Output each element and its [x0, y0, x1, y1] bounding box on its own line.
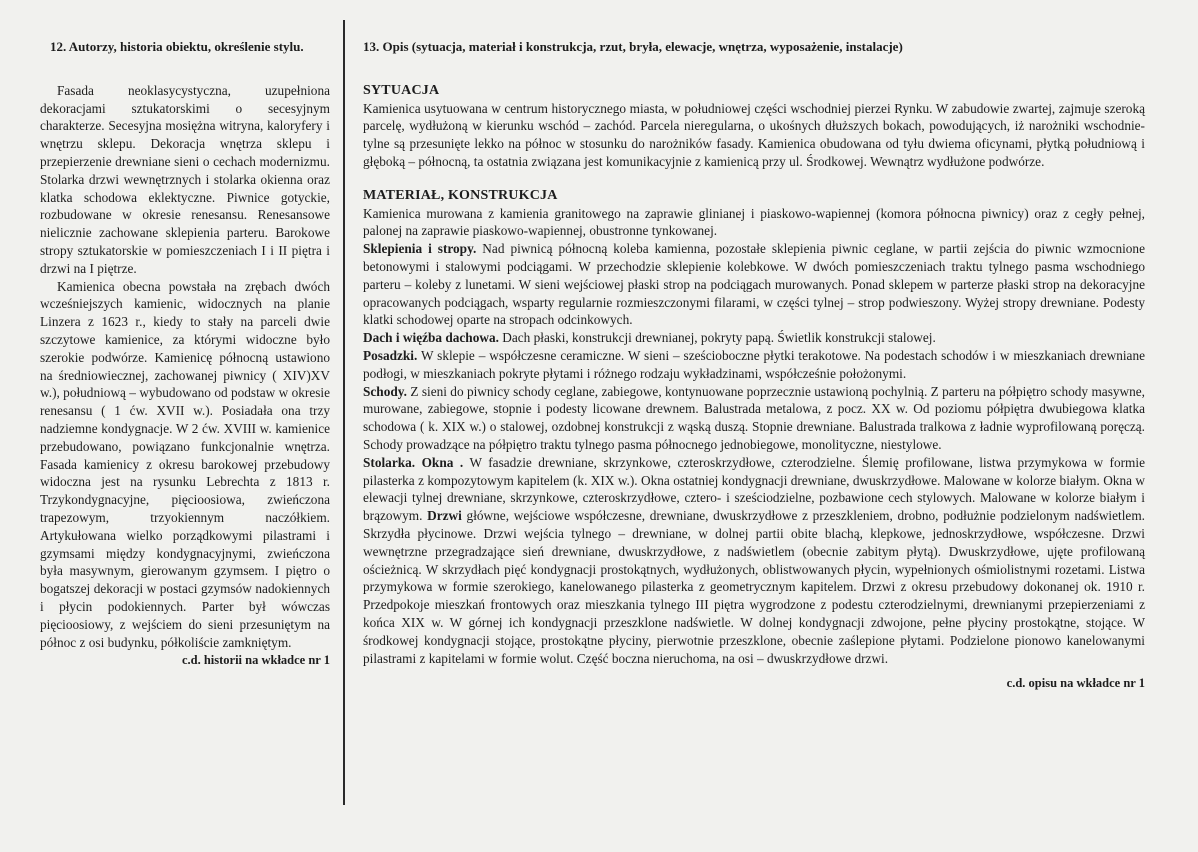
posadzki-text: W sklepie – współczesne ceramiczne. W sieni – sześcioboczne płytki terakotowe. Na podestach schodów i w mieszkaniach drewniane podłogi, w mieszkaniach pokryte płytami i różnego rodzaju wykładzinami, współcześnie położonymi. — [363, 347, 1145, 381]
sklepienia-paragraph — [363, 240, 1145, 329]
history-paragraph-style: Fasada neoklasycystyczna, uzupełniona dekoracjami sztukatorskimi o secesyjnym charakterze. Secesyjna mosiężna witryna, kaloryfery i wnętrzu sklepu. Dekoracja wnętrza sklepu i przepierzenie drewniane sieni o cechach modernizmu. Stolarka drzwi wewnętrznych i stolarka okienna oraz klatka schodowa eklektyczne. Piwnice gotyckie, rozbudowane w okresie renesansu. Renesansowe nielicznie zachowane sklepienia parteru. Barokowe stropy sztukatorskie w pomieszczeniach I i II piętra i drzwi na I piętrze. — [40, 82, 330, 276]
sklepienia-text: Nad piwnicą północną koleba kamienna, pozostałe sklepienia piwnic ceglane, w partii zejścia do piwnic wzmocnione betonowymi i stalowymi podciągami. W przechodzie sklepienie kolebkowe. W dwóch pomieszczeniach traktu tylnego pasma wschodniego parteru – koleby z lunetami. W sieni wejściowej płaski strop na podciągach murowanych. Ponad sklepem w parterze płaski strop na dekoracyjne opracowanych podciągach, wsparty regularnie rozmieszczonymi filarami, w części tylnej – strop podwieszony. Wyżej stropy drewniane. Podesty klatki schodowej oparte na stropach odcinkowych. — [363, 241, 1145, 328]
posadzki-paragraph — [363, 347, 1145, 383]
history-column — [40, 38, 330, 670]
section-title-sytuacja: SYTUACJA — [363, 82, 440, 98]
drzwi-label: Drzwi — [427, 508, 462, 524]
history-paragraph-history: Kamienica obecna powstała na zrębach dwóch wcześniejszych kamienic, widocznych na planie Linzera z 1623 r., kiedy to stały na parceli dwie szczytowe kamienice, za którymi widoczne było szerokie podwórze. Kamienicę północną ustawiono na średniowiecznej, zachowanej piwnicy ( XIV)XV w.), południową – wybudowano od podstaw w okresie renesansu ( 1 ćw. XVII w.). Posiadała ona trzy nadziemne kondygnacje. W 2 ćw. XVIII w. kamienice przebudowano, powiązano funkcjonalnie wnętrza. Fasada kamienicy z okresu barokowej przebudowy widoczna jest na rysunku Lebrechta z 1813 r. Trzykondygnacyjne, pięcioosiowa, zwieńczona trapezowym, trzyokiennym naczółkiem. Artykułowana wielko porządkowymi pilastrami i gzymsami między kondygnacyjnymi, zwieńczona była masywnym, gierowanym gzymsem. I piętro o bogatszej dekoracji w postaci gzymsów nadokiennych i płycin podokiennych. Parter był wówczas pięcioosiowy, z wejściem do sieni przesuniętym na północ z osi budynku, półkoliście zamkniętym. — [40, 278, 330, 650]
stolarka-label: Stolarka. Okna . — [363, 454, 464, 470]
dach-text: Dach płaski, konstrukcji drewnianej, pokryty papą. Świetlik konstrukcji stalowej. — [498, 330, 936, 346]
drzwi-text: główne, wejściowe współczesne, drewniane, dwuskrzydłowe z przeszkleniem, drobno, podłużnie podzielonym nadświetlem. Skrzydła płycinowe. Drzwi wejścia tylnego – drewniane, w dolnej partii obite blachą, klepkowe, jednoskrzydłowe, współczesne. Drzwi wewnętrzne przegradzające sień drewniane, dwuskrzydłowe, z nadświetlem (obecnie zabitym płytą). Dwuskrzydłowe, ujęte profilowaną ościeżnicą. W skrzydłach pięć kondygnacji prostokątnych, wydłużonych, oblistwowanych płycin, wypełnionych ośmiolistnymi rozetami. Listwa przymykowa w formie szerokiego, kanelowanego pilasterka z geometrycznym kapitelem. Drzwi z okresu przebudowy dokonanej ok. 1910 r. Przedpokoje mieszkań frontowych oraz mieszkania tylnego III piętra wygrodzone z podestu czterodzielnymi, drewnianymi przepierzeniami z końca XIX w. W górnej ich kondygnacji przeszklone nadświetle. W dolnej kondygnacji zdwojone, pełne płyciny prostokątne, stojące. W środkowej kondygnacji stojące, prostokątne płyciny, pierwotnie przeszklone, obecnie zaślepione płytami. Podzielone pionowo kanelowanymi pilastrami z kapitelami w formie wolut. Część boczna nieruchoma, na osi – dwuskrzydłowe drzwi. — [363, 508, 1145, 666]
description-column — [363, 38, 1145, 693]
column-divider — [343, 20, 345, 805]
dach-label: Dach i więźba dachowa. — [363, 330, 499, 346]
description-heading: 13. Opis (sytuacja, materiał i konstrukcja, rzut, bryła, elewacje, wnętrza, wyposażenie, instalacje) — [363, 39, 903, 54]
description-continued-note: c.d. opisu na wkładce nr 1 — [1006, 676, 1145, 691]
history-heading: 12. Autorzy, historia obiektu, określenie stylu. — [50, 39, 304, 54]
material-text: Kamienica murowana z kamienia granitowego na zaprawie glinianej i piaskowo-wapiennej (komora północna piwnicy) oraz z cegły pełnej, palonej na zaprawie piaskowo-wapiennej, obustronne tynkowanej. — [363, 205, 1145, 239]
dach-paragraph — [363, 329, 1145, 347]
schody-label: Schody. — [363, 383, 407, 399]
schody-text: Z sieni do piwnicy schody ceglane, zabiegowe, kontynuowane poprzecznie ustawioną pochylnią. Z parteru na półpiętro schody masywne, murowane, zabiegowe, stopnie i podesty licowane drewnem. Balustrada metalowa, z pocz. XX w. Od poziomu półpiętra dwubiegowa klatka schodowa ( k. XIX w.) o stalowej, ozdobnej konstrukcji z wąską duszą. Stopnie drewniane. Balustrada tralkowa z ładnie wyprofilowaną poręczą. Schody prowadzące na półpiętro traktu tylnego pasma północnego jednobiegowe, monolityczne, niestylowe. — [363, 383, 1145, 452]
stolarka-text: W fasadzie drewniane, skrzynkowe, czteroskrzydłowe, czterodzielne. Ślemię profilowane, listwa przymykowa w formie pilasterka z kompozytowym kapitelem (k. XIX w.). Okna ostatniej kondygnacji drewniane, dwuskrzydłowe. Malowane w kolorze białym. Okna w elewacji tylnej drewniane, skrzynkowe, czteroskrzydłowe, cztero- i sześciodzielne, pozbawione cech stylowych. Malowane w kolorze białym i brązowym. — [363, 454, 1145, 524]
section-title-material: MATERIAŁ, KONSTRUKCJA — [363, 187, 558, 203]
schody-paragraph — [363, 383, 1145, 454]
posadzki-label: Posadzki. — [363, 347, 418, 363]
stolarka-paragraph — [363, 454, 1145, 668]
history-continued-note: c.d. historii na wkładce nr 1 — [181, 653, 330, 668]
sklepienia-label: Sklepienia i stropy. — [363, 241, 477, 257]
sytuacja-text: Kamienica usytuowana w centrum historycznego miasta, w południowej części wschodniej pierzei Rynku. W zabudowie zwartej, zajmuje szeroką parcelę, wydłużoną w kierunku wschód – zachód. Parcela nieregularna, o ukośnych dłuższych bokach, powodujących, iż narożniki wschodnie-tylne są przesunięte lekko na północ w stosunku do narożników fasady. Kamienica obudowana od tyłu dwiema oficynami, płytką południową i głęboką – północną, ta ostatnia związana jest komunikacyjnie z kamienicą przy ul. Środkowej. Wewnątrz wydłużone podwórze. — [363, 100, 1145, 169]
